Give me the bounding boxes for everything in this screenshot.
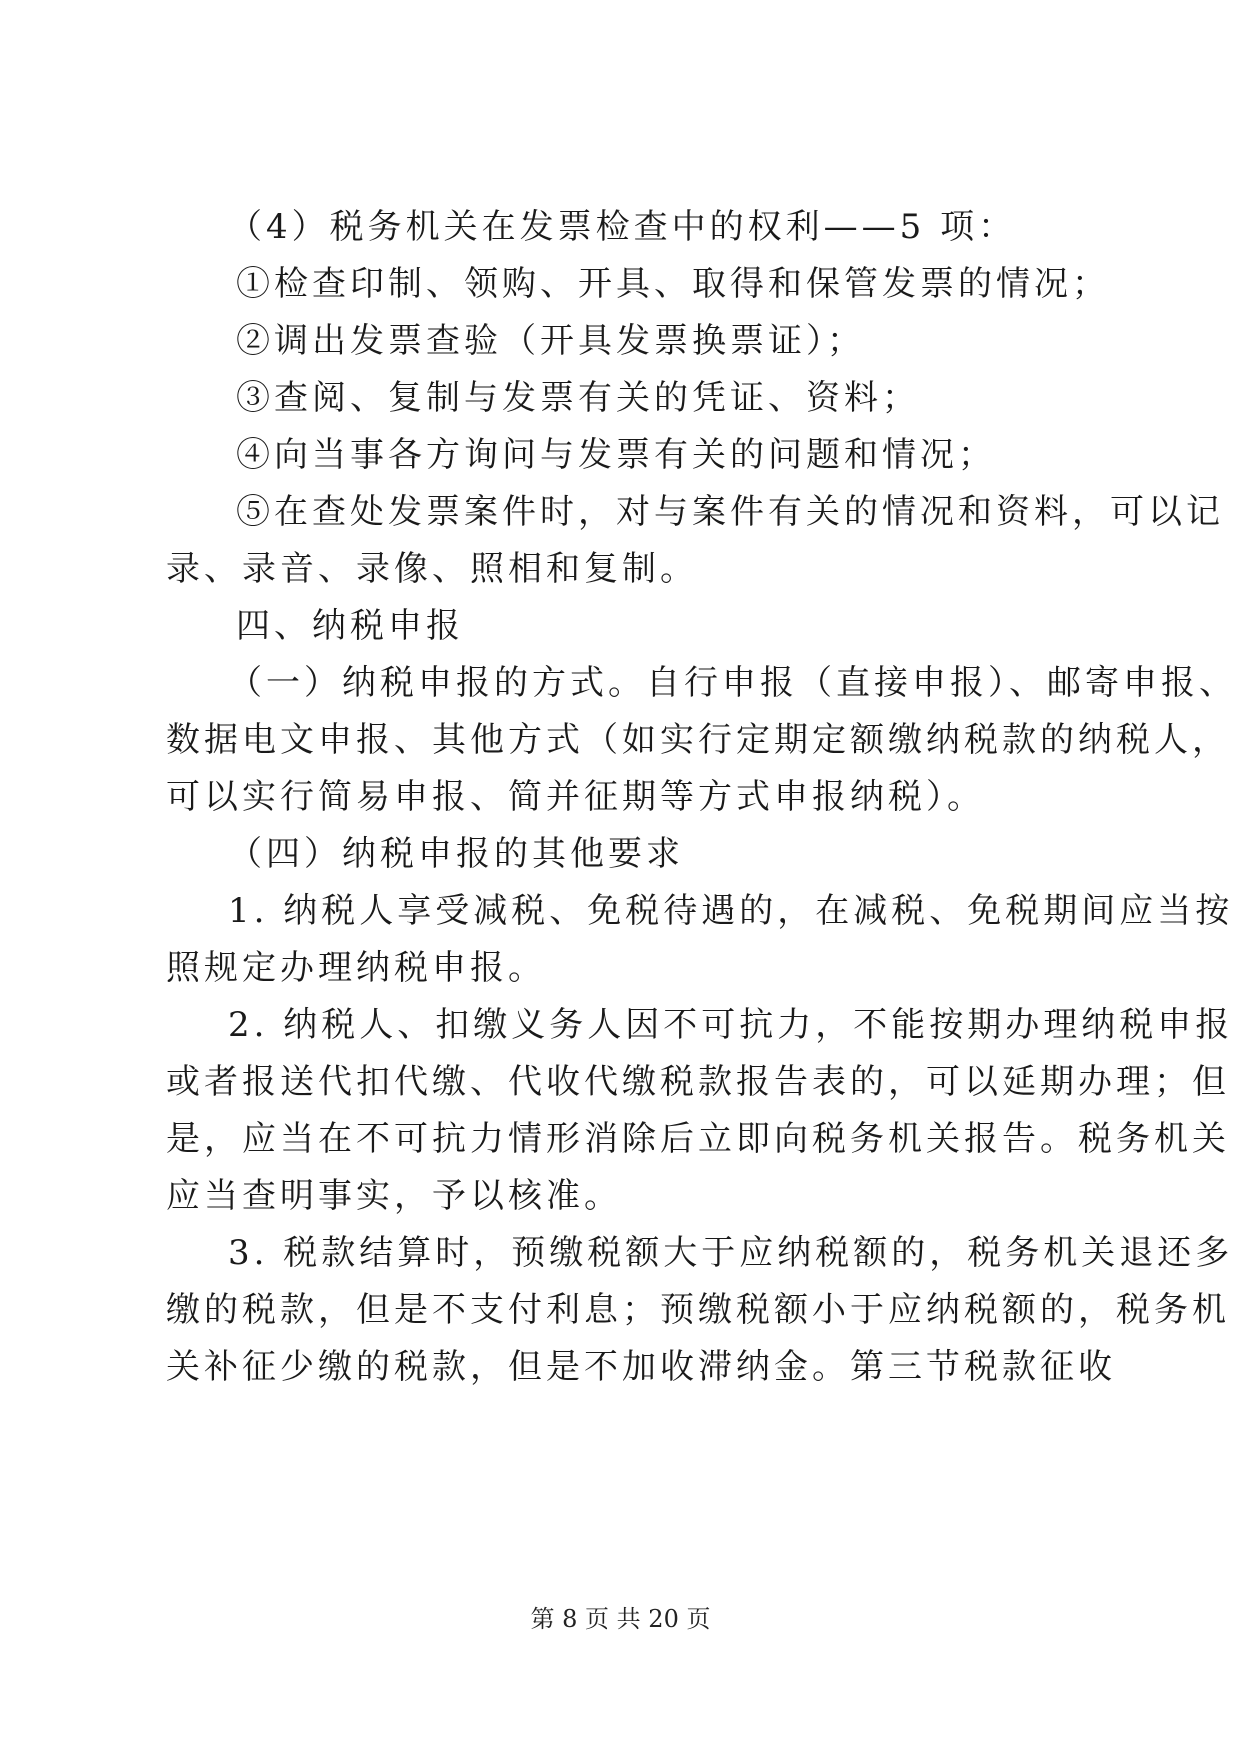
subheading-other-requirements: （四）纳税申报的其他要求 bbox=[228, 834, 684, 874]
requirement-1: 1. 纳税人享受减税、免税待遇的，在减税、免税期间应当按 bbox=[228, 891, 1234, 931]
list-item-5: ⑤在查处发票案件时，对与案件有关的情况和资料，可以记 bbox=[236, 492, 1224, 532]
list-item-4: ④向当事各方询问与发票有关的问题和情况； bbox=[236, 435, 996, 475]
list-item-2: ②调出发票查验（开具发票换票证）； bbox=[236, 321, 865, 361]
heading-invoice-rights: （4）税务机关在发票检查中的权利——5 项： bbox=[228, 207, 1017, 247]
paragraph-declaration-methods: （一）纳税申报的方式。自行申报（直接申报）、邮寄申报、 bbox=[228, 663, 1237, 703]
requirement-2-cont-2: 是，应当在不可抗力情形消除后立即向税务机关报告。税务机关 bbox=[166, 1119, 1230, 1159]
requirement-2-cont-3: 应当查明事实，予以核准。 bbox=[166, 1176, 622, 1216]
list-item-5-cont: 录、录音、录像、照相和复制。 bbox=[166, 549, 698, 589]
requirement-2-cont-1: 或者报送代扣代缴、代收代缴税款报告表的，可以延期办理；但 bbox=[166, 1062, 1230, 1102]
requirement-2: 2. 纳税人、扣缴义务人因不可抗力，不能按期办理纳税申报 bbox=[228, 1005, 1234, 1045]
requirement-1-cont: 照规定办理纳税申报。 bbox=[166, 948, 546, 988]
requirement-3-cont-1: 缴的税款，但是不支付利息；预缴税额小于应纳税额的，税务机 bbox=[166, 1290, 1230, 1330]
paragraph-declaration-methods-cont-2: 可以实行简易申报、简并征期等方式申报纳税）。 bbox=[166, 777, 985, 817]
section-heading-tax-declaration: 四、纳税申报 bbox=[236, 606, 464, 646]
list-item-1: ①检查印制、领购、开具、取得和保管发票的情况； bbox=[236, 264, 1110, 304]
paragraph-declaration-methods-cont-1: 数据电文申报、其他方式（如实行定期定额缴纳税款的纳税人， bbox=[166, 720, 1230, 760]
list-item-3: ③查阅、复制与发票有关的凭证、资料； bbox=[236, 378, 920, 418]
page-footer: 第 8 页 共 20 页 bbox=[530, 1605, 711, 1633]
requirement-3: 3. 税款结算时，预缴税额大于应纳税额的，税务机关退还多 bbox=[228, 1233, 1234, 1273]
requirement-3-cont-2: 关补征少缴的税款，但是不加收滞纳金。第三节税款征收 bbox=[166, 1347, 1116, 1387]
